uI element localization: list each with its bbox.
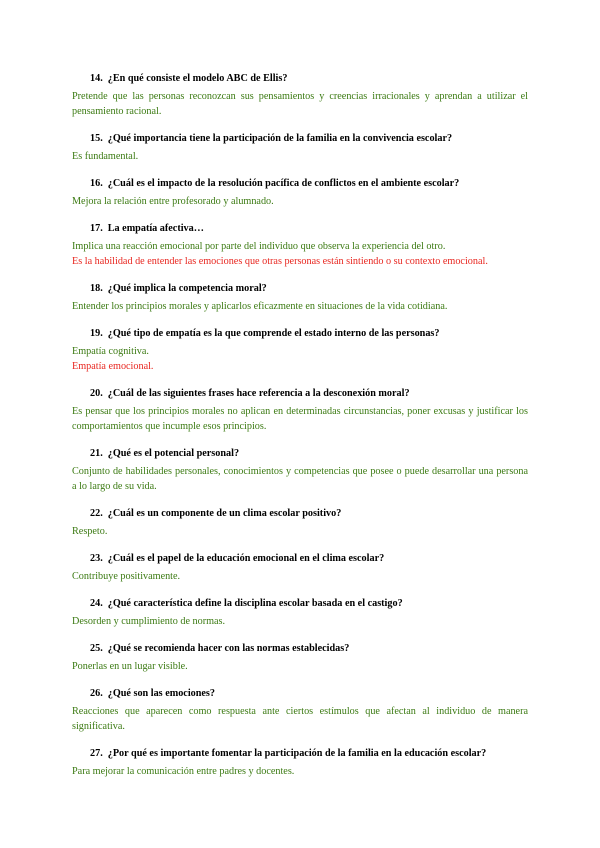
question-text	[72, 281, 528, 296]
question-label: ¿Qué es el potencial personal?	[107, 448, 240, 459]
question-number: 20.	[90, 388, 103, 399]
question-text	[72, 506, 528, 521]
answer-group	[72, 614, 528, 629]
question-block	[72, 506, 528, 539]
question-text	[72, 596, 528, 611]
correct-answer: Contribuye positivamente.	[72, 571, 181, 582]
question-text	[72, 326, 528, 341]
incorrect-answer: Empatía emocional.	[72, 361, 154, 372]
question-block	[72, 641, 528, 674]
question-block	[72, 686, 528, 734]
answer-group	[72, 464, 528, 494]
answer-group	[72, 194, 528, 209]
correct-answer: Respeto.	[72, 526, 108, 537]
question-number: 19.	[90, 328, 103, 339]
question-text	[72, 746, 528, 761]
correct-answer: Para mejorar la comunicación entre padres y docentes.	[72, 766, 295, 777]
question-list	[72, 71, 528, 779]
question-block	[72, 71, 528, 119]
question-number: 25.	[90, 643, 103, 654]
question-block	[72, 386, 528, 434]
question-block	[72, 176, 528, 209]
answer-group	[72, 404, 528, 434]
question-text	[72, 386, 528, 401]
question-block	[72, 551, 528, 584]
question-text	[72, 131, 528, 146]
question-number: 22.	[90, 508, 103, 519]
question-label: ¿Cuál es el impacto de la resolución pacífica de conflictos en el ambiente escolar?	[107, 178, 460, 189]
correct-answer: Empatía cognitiva.	[72, 346, 149, 357]
correct-answer: Mejora la relación entre profesorado y alumnado.	[72, 196, 274, 207]
question-number: 27.	[90, 748, 103, 759]
question-number: 17.	[90, 223, 103, 234]
answer-group	[72, 89, 528, 119]
question-text	[72, 446, 528, 461]
answer-group	[72, 149, 528, 164]
correct-answer: Ponerlas en un lugar visible.	[72, 661, 188, 672]
question-number: 21.	[90, 448, 103, 459]
answer-group	[72, 704, 528, 734]
question-text	[72, 686, 528, 701]
question-number: 26.	[90, 688, 103, 699]
question-block	[72, 326, 528, 374]
answer-group	[72, 239, 528, 269]
question-label: ¿Qué tipo de empatía es la que comprende el estado interno de las personas?	[107, 328, 440, 339]
correct-answer: Conjunto de habilidades personales, conocimientos y competencias que posee o puede desarrollar una persona a lo largo de su vida.	[72, 466, 528, 492]
question-label: ¿Cuál es un componente de un clima escolar positivo?	[107, 508, 342, 519]
question-number: 15.	[90, 133, 103, 144]
correct-answer: Implica una reacción emocional por parte del individuo que observa la experiencia del otro.	[72, 241, 446, 252]
incorrect-answer: Es la habilidad de entender las emociones que otras personas están sintiendo o su contexto emocional.	[72, 256, 488, 267]
question-number: 23.	[90, 553, 103, 564]
question-text	[72, 641, 528, 656]
correct-answer: Es fundamental.	[72, 151, 139, 162]
correct-answer: Reacciones que aparecen como respuesta ante ciertos estímulos que afectan al individuo de manera significativa.	[72, 706, 528, 732]
question-label: ¿Qué importancia tiene la participación de la familia en la convivencia escolar?	[107, 133, 453, 144]
correct-answer: Desorden y cumplimiento de normas.	[72, 616, 226, 627]
question-number: 24.	[90, 598, 103, 609]
question-block	[72, 221, 528, 269]
question-text	[72, 71, 528, 86]
question-label: La empatía afectiva…	[107, 223, 204, 234]
question-block	[72, 446, 528, 494]
question-label: ¿Qué característica define la disciplina escolar basada en el castigo?	[107, 598, 403, 609]
question-label: ¿Qué son las emociones?	[107, 688, 215, 699]
question-label: ¿Por qué es importante fomentar la participación de la familia en la educación escolar?	[107, 748, 487, 759]
correct-answer: Es pensar que los principios morales no aplican en determinadas circunstancias, poner excusas y justificar los comportamientos que incumple esos principios.	[72, 406, 528, 432]
question-text	[72, 551, 528, 566]
answer-group	[72, 299, 528, 314]
question-number: 18.	[90, 283, 103, 294]
answer-group	[72, 344, 528, 374]
correct-answer: Pretende que las personas reconozcan sus pensamientos y creencias irracionales y aprendan a utilizar el pensamiento racional.	[72, 91, 528, 117]
question-block	[72, 281, 528, 314]
question-label: ¿Qué implica la competencia moral?	[107, 283, 267, 294]
answer-group	[72, 764, 528, 779]
question-block	[72, 746, 528, 779]
question-number: 16.	[90, 178, 103, 189]
answer-group	[72, 524, 528, 539]
question-text	[72, 176, 528, 191]
question-label: ¿Cuál de las siguientes frases hace referencia a la desconexión moral?	[107, 388, 410, 399]
question-number: 14.	[90, 73, 103, 84]
answer-group	[72, 659, 528, 674]
answer-group	[72, 569, 528, 584]
correct-answer: Entender los principios morales y aplicarlos eficazmente en situaciones de la vida cotidiana.	[72, 301, 448, 312]
question-text	[72, 221, 528, 236]
question-label: ¿Qué se recomienda hacer con las normas establecidas?	[107, 643, 350, 654]
question-block	[72, 596, 528, 629]
question-label: ¿En qué consiste el modelo ABC de Ellis?	[107, 73, 288, 84]
question-label: ¿Cuál es el papel de la educación emocional en el clima escolar?	[107, 553, 385, 564]
question-block	[72, 131, 528, 164]
